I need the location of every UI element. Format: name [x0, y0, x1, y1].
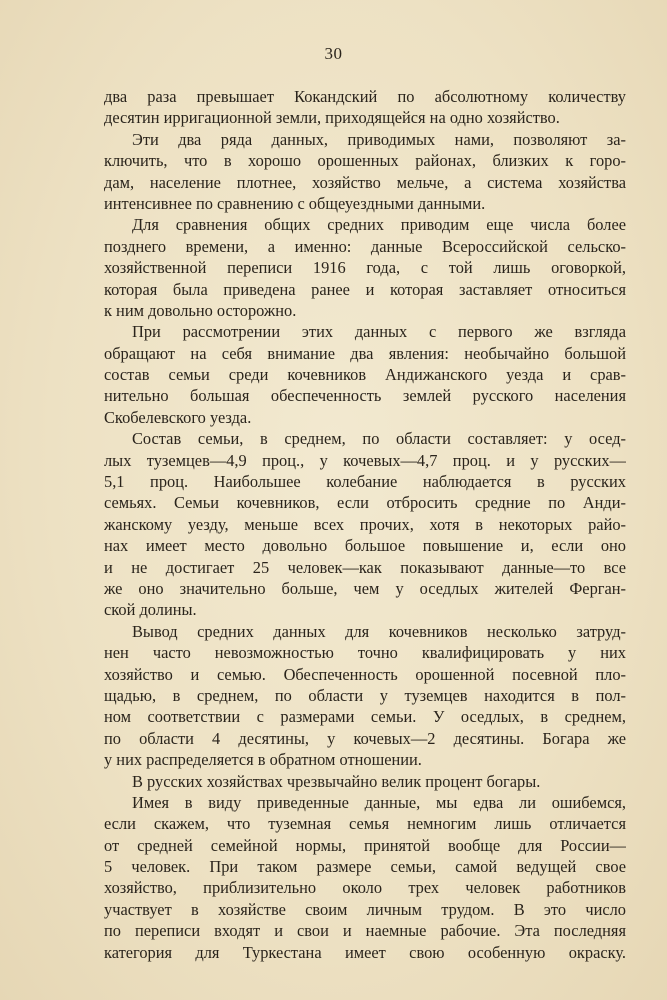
text-line: щадью, в среднем, по области у туземцев находится в пол-	[104, 685, 626, 705]
text-line: нах имеет место довольно большое повышение и, если оно	[104, 536, 626, 556]
text-line: категория для Туркестана имеет свою особенную окраску.	[104, 942, 626, 962]
text-line: хозяйство, приблизительно около трех человек работников	[104, 878, 626, 898]
text-line: от средней семейной нормы, принятой вообще для России—	[104, 835, 626, 855]
text-line: ской долины.	[104, 600, 197, 620]
text-line: два раза превышает Кокандский по абсолютному количеству	[104, 87, 626, 106]
text-line: семьях. Семьи кочевников, если отбросить средние по Анди-	[104, 493, 626, 513]
text-line: 5,1 проц. Наибольшее колебание наблюдается в русских	[104, 472, 626, 492]
text-line: ном соответствии с размерами семьи. У оседлых, в среднем,	[104, 707, 626, 727]
text-line: же оно значительно больше, чем у оседлых жителей Ферган-	[104, 578, 626, 598]
text-line: ключить, что в хорошо орошенных районах, близких к горо-	[104, 151, 626, 171]
text-line: Для сравнения общих средних приводим еще числа более	[132, 215, 626, 235]
text-line: Состав семьи, в среднем, по области составляет: у осед-	[132, 429, 626, 449]
text-line: обращают на себя внимание два явления: необычайно большой	[104, 343, 626, 363]
text-line: позднего времени, а именно: данные Всероссийской сельско-	[104, 236, 626, 256]
text-line: Вывод средних данных для кочевников несколько затруд-	[132, 621, 626, 641]
text-line: интенсивнее по сравнению с общеуездными данными.	[104, 193, 486, 213]
page-text-body	[104, 86, 626, 963]
text-line: по переписи входят и свои и наемные рабочие. Эта последняя	[104, 921, 626, 941]
text-line: нительно большая обеспеченность землей русского населения	[104, 386, 626, 406]
text-line: жанскому уезду, меньше всех прочих, хотя в некоторых райо-	[104, 514, 626, 534]
text-line: нен часто невозможностью точно квалифицировать у них	[104, 643, 626, 663]
text-line: Эти два ряда данных, приводимых нами, позволяют за-	[132, 129, 626, 149]
text-line: хозяйство и семью. Обеспеченность орошенной посевной пло-	[104, 664, 626, 684]
text-line: дам, население плотнее, хозяйство мельче, а система хозяйства	[104, 172, 626, 192]
text-line: Скобелевского уезда.	[104, 407, 252, 427]
text-line: у них распределяется в обратном отношении.	[104, 750, 422, 770]
text-line: При рассмотрении этих данных с первого же взгляда	[132, 322, 626, 342]
text-line: и не достигает 25 человек—как показывают данные—то все	[104, 557, 626, 577]
text-line: десятин ирригационной земли, приходящейся на одно хозяйство.	[104, 108, 560, 128]
text-line: лых туземцев—4,9 проц., у кочевых—4,7 проц. и у русских—	[104, 450, 626, 470]
text-line: 5 человек. При таком размере семьи, самой ведущей свое	[104, 857, 626, 877]
page-number: 30	[324, 44, 343, 63]
text-line: которая была приведена ранее и которая заставляет относиться	[104, 279, 626, 299]
text-line: В русских хозяйствах чрезвычайно велик процент богары.	[132, 771, 541, 791]
text-line: к ним довольно осторожно.	[104, 300, 297, 320]
text-line: Имея в виду приведенные данные, мы едва ли ошибемся,	[132, 792, 626, 812]
text-line: состав семьи среди кочевников Андижанского уезда и срав-	[104, 365, 626, 385]
text-line: хозяйственной переписи 1916 года, с той лишь оговоркой,	[104, 258, 626, 278]
text-line: участвует в хозяйстве своим личным трудом. В это число	[104, 899, 626, 919]
text-line: если скажем, что туземная семья немногим лишь отличается	[104, 814, 626, 834]
text-line: по области 4 десятины, у кочевых—2 десятины. Богара же	[104, 728, 626, 748]
